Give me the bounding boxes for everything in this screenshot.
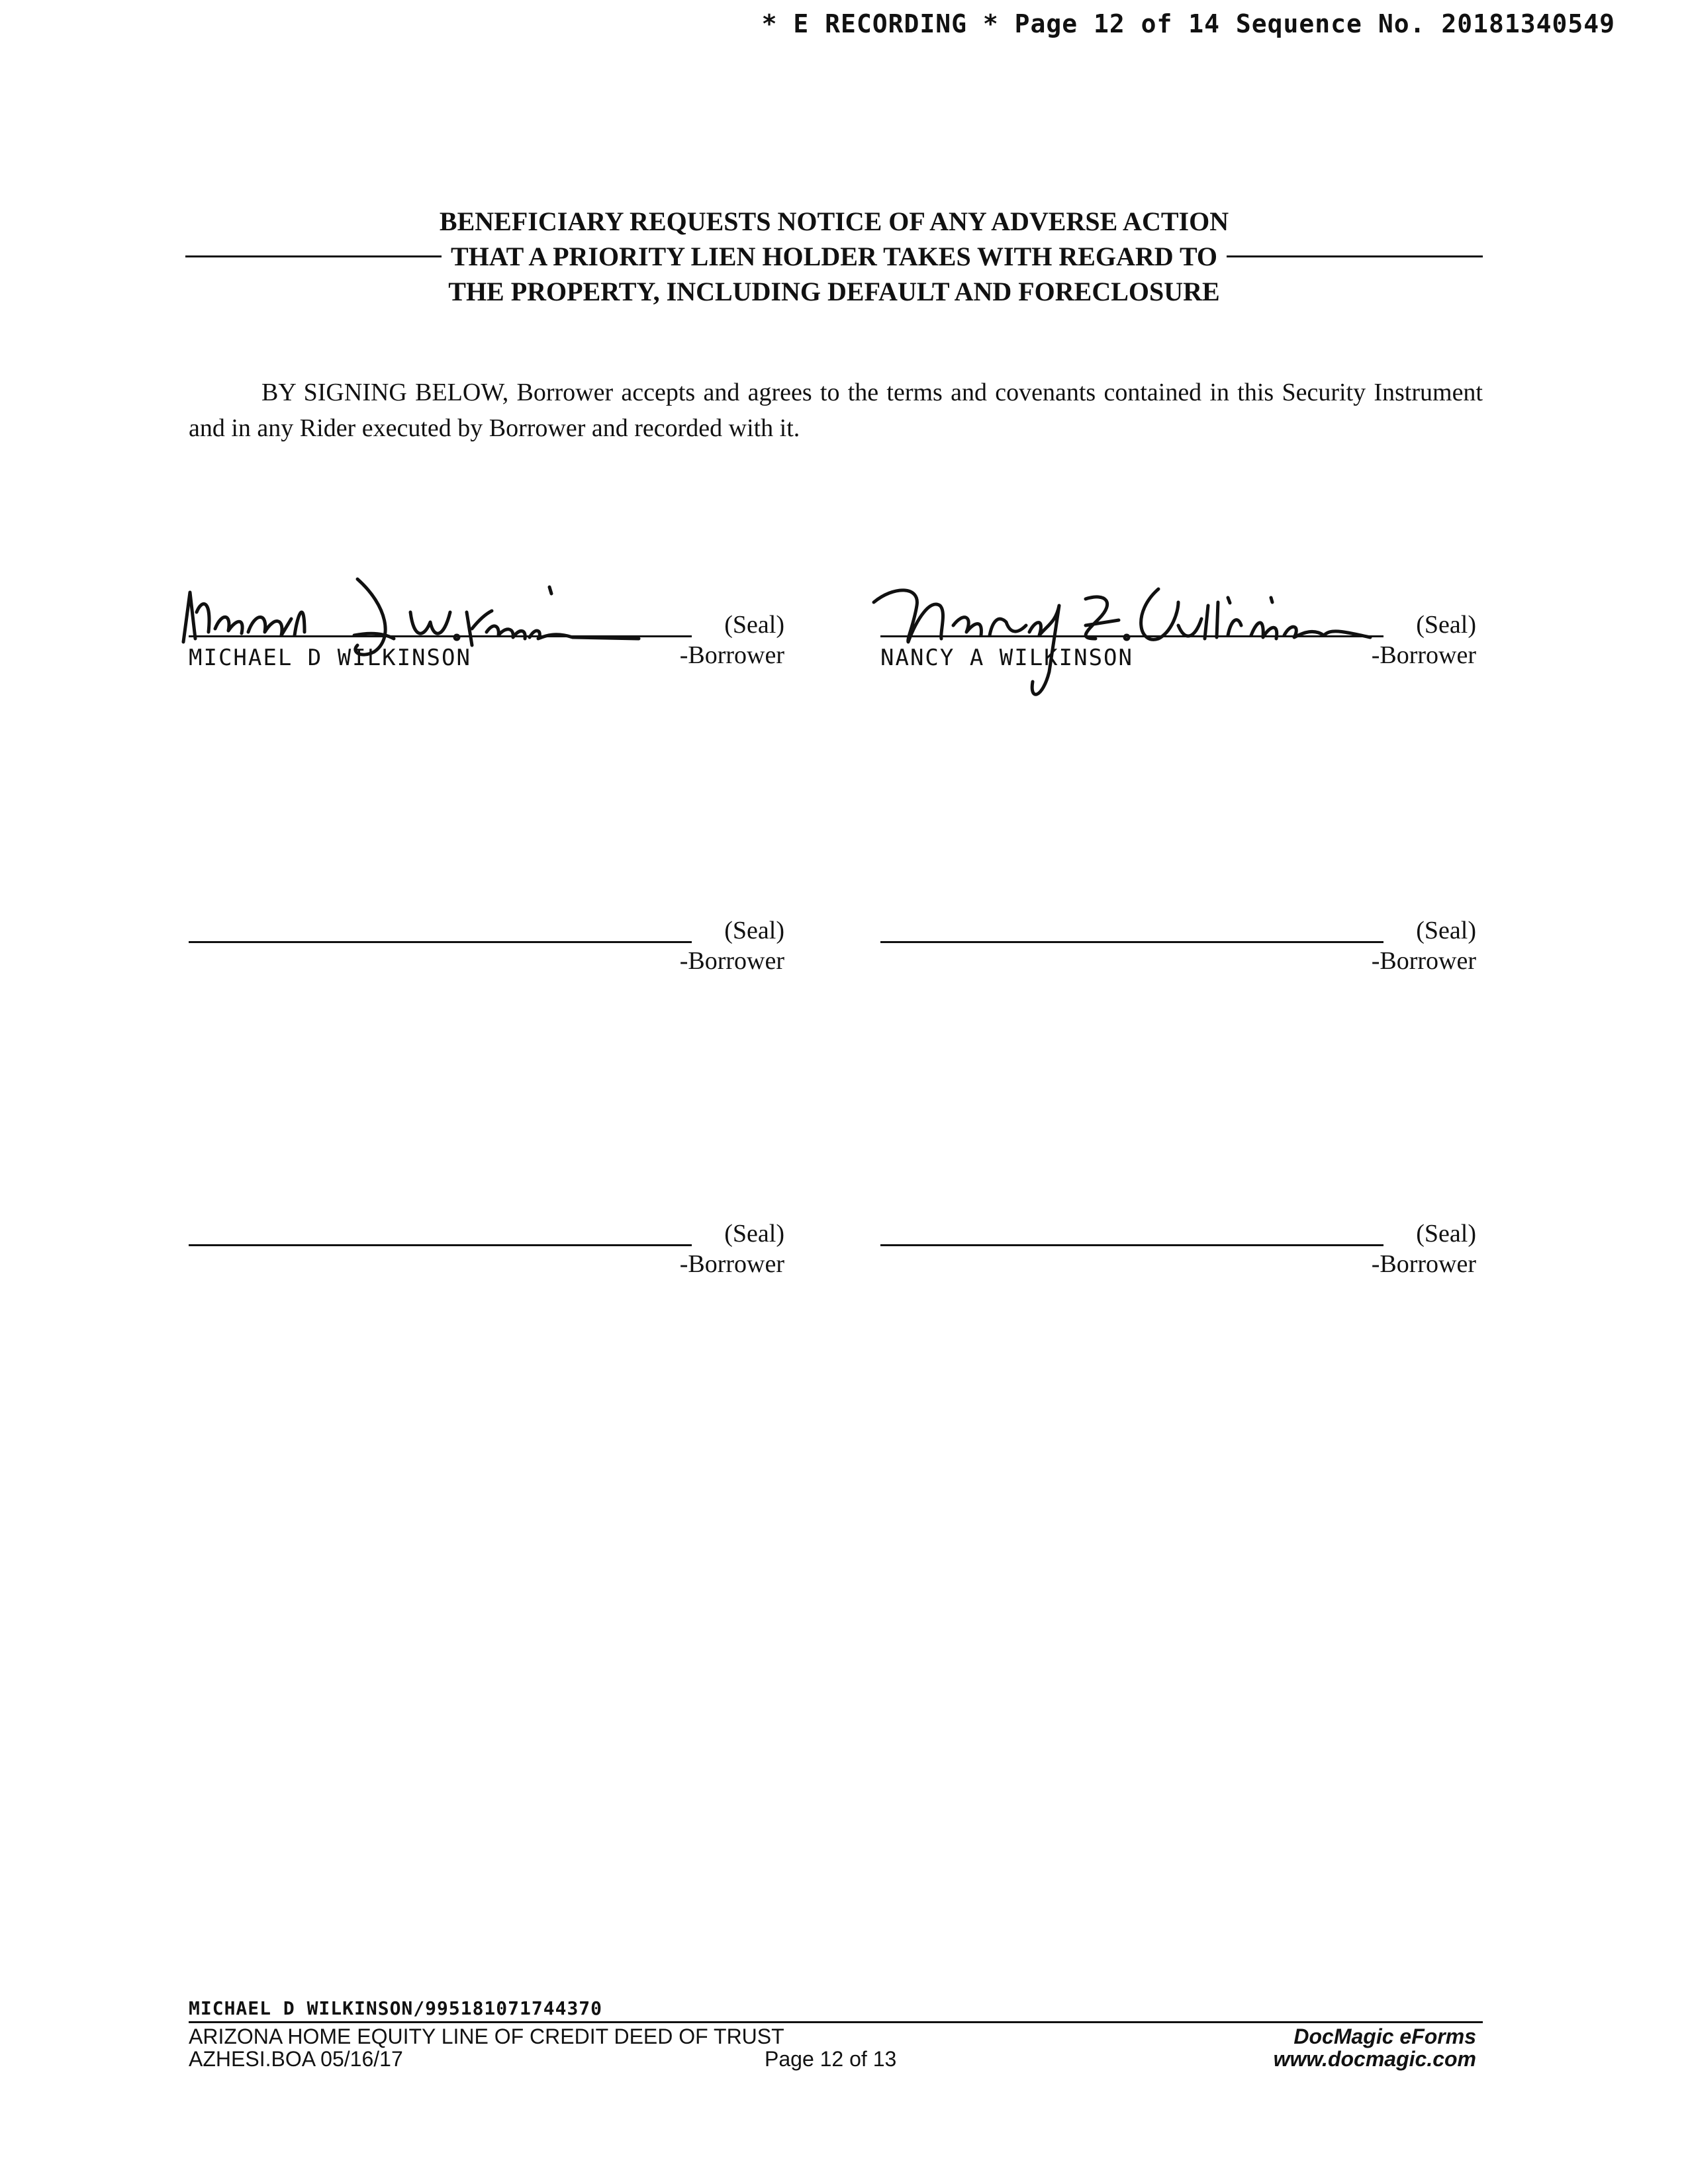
heading-text-2: THAT A PRIORITY LIEN HOLDER TAKES WITH REGARD TO bbox=[450, 242, 1218, 271]
signer-name: MICHAEL D WILKINSON bbox=[189, 645, 471, 671]
signature-line bbox=[189, 1244, 692, 1246]
footer-row-1 bbox=[189, 2023, 1483, 2046]
heading-text-1: BENEFICIARY REQUESTS NOTICE OF ANY ADVERSE ACTION bbox=[439, 206, 1229, 236]
heading-line-3 bbox=[185, 274, 1483, 309]
signature-line bbox=[880, 941, 1383, 943]
borrower-role-label: -Borrower bbox=[679, 641, 784, 669]
signature-block-blank-4 bbox=[880, 901, 1476, 981]
borrower-role-label: -Borrower bbox=[679, 1250, 784, 1278]
signature-block-michael bbox=[189, 596, 784, 675]
heading-line-1 bbox=[185, 204, 1483, 239]
heading-rule-left bbox=[185, 255, 442, 257]
heading-line-2 bbox=[185, 239, 1483, 274]
borrower-role-label: -Borrower bbox=[1371, 947, 1476, 975]
recording-stamp: * E RECORDING * Page 12 of 14 Sequence No. 20181340549 bbox=[761, 9, 1615, 38]
borrower-role-label: -Borrower bbox=[1371, 1250, 1476, 1278]
signature-block-nancy bbox=[880, 596, 1476, 675]
signature-line bbox=[189, 635, 692, 637]
notice-heading bbox=[185, 204, 1483, 309]
footer-website[interactable]: www.docmagic.com bbox=[1273, 2047, 1476, 2071]
page-footer bbox=[189, 1997, 1483, 2071]
signature-block-blank-5 bbox=[189, 1205, 784, 1284]
signing-statement: BY SIGNING BELOW, Borrower accepts and agrees to the terms and covenants contained in this Security Instrument and in any Rider executed by Borrower and recorded with it. bbox=[189, 379, 1483, 442]
seal-label: (Seal) bbox=[1416, 1220, 1476, 1248]
signature-line bbox=[189, 941, 692, 943]
heading-rule-right bbox=[1227, 255, 1483, 257]
footer-brand: DocMagic eForms bbox=[1293, 2025, 1476, 2048]
signer-name: NANCY A WILKINSON bbox=[880, 645, 1133, 671]
footer-form-title: ARIZONA HOME EQUITY LINE OF CREDIT DEED OF TRUST bbox=[189, 2025, 784, 2048]
seal-label: (Seal) bbox=[1416, 917, 1476, 944]
footer-borrower-id: MICHAEL D WILKINSON/995181071744370 bbox=[189, 1997, 1483, 2023]
footer-row-2 bbox=[189, 2046, 1483, 2071]
borrower-role-label: -Borrower bbox=[1371, 641, 1476, 669]
seal-label: (Seal) bbox=[724, 917, 784, 944]
signature-block-blank-3 bbox=[189, 901, 784, 981]
heading-text-3: THE PROPERTY, INCLUDING DEFAULT AND FORECLOSURE bbox=[448, 277, 1220, 306]
seal-label: (Seal) bbox=[724, 611, 784, 639]
signature-line bbox=[880, 1244, 1383, 1246]
seal-label: (Seal) bbox=[1416, 611, 1476, 639]
seal-label: (Seal) bbox=[724, 1220, 784, 1248]
signature-block-blank-6 bbox=[880, 1205, 1476, 1284]
borrower-role-label: -Borrower bbox=[679, 947, 784, 975]
footer-page-number: Page 12 of 13 bbox=[765, 2047, 897, 2071]
footer-form-code: AZHESI.BOA 05/16/17 bbox=[189, 2047, 403, 2071]
signature-line bbox=[880, 635, 1383, 637]
